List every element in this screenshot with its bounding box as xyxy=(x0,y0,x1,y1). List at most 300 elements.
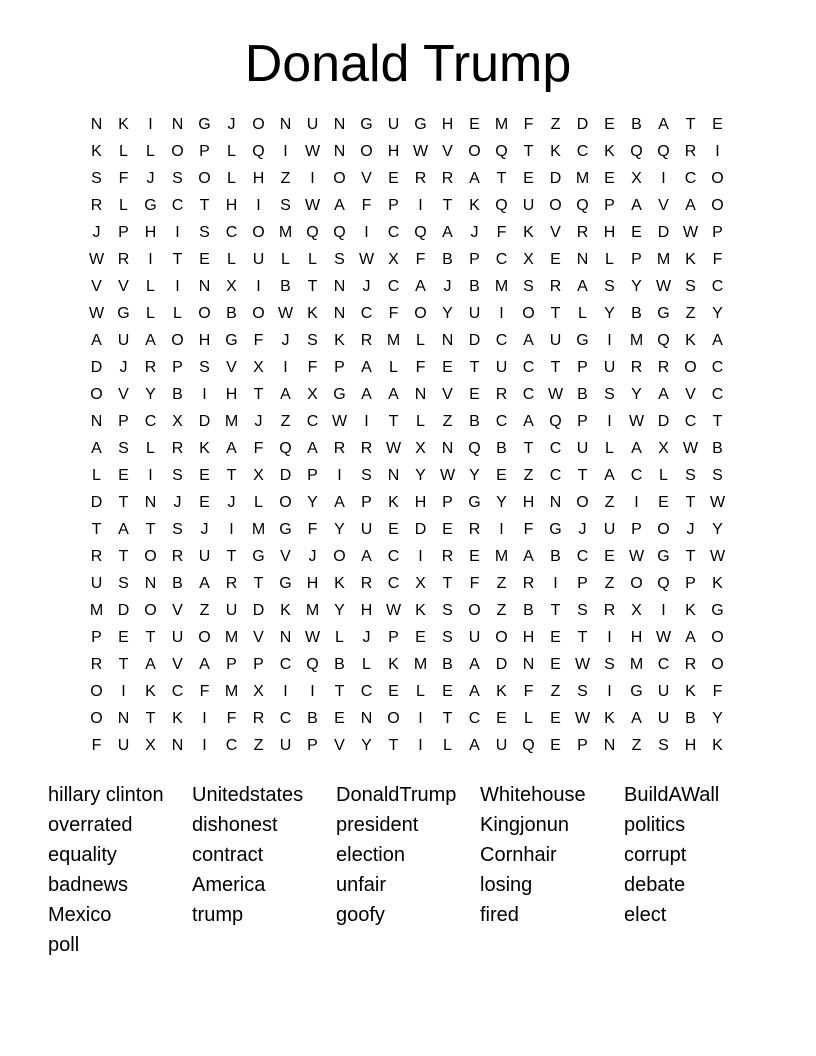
grid-letter: I xyxy=(148,467,153,484)
grid-letter: U xyxy=(468,629,481,646)
grid-letter: J xyxy=(362,629,371,646)
grid-letter: S xyxy=(118,575,129,592)
grid-letter: T xyxy=(550,602,561,619)
grid-letter: B xyxy=(631,116,642,133)
grid-letter: O xyxy=(711,197,724,214)
grid-letter: J xyxy=(443,278,452,295)
grid-letter: E xyxy=(118,467,129,484)
grid-letter: S xyxy=(604,386,615,403)
grid-letter: F xyxy=(415,359,426,376)
grid-letter: C xyxy=(549,467,562,484)
word-list-item: elect xyxy=(624,904,667,926)
grid-letter: A xyxy=(334,494,345,511)
grid-letter: P xyxy=(685,575,696,592)
grid-letter: H xyxy=(198,332,211,349)
grid-letter: E xyxy=(118,629,129,646)
grid-letter: T xyxy=(388,737,399,754)
grid-letter: C xyxy=(684,413,697,430)
grid-letter: E xyxy=(469,386,480,403)
grid-letter: L xyxy=(146,305,155,322)
grid-letter: A xyxy=(469,170,480,187)
grid-letter: W xyxy=(88,305,105,322)
grid-letter: R xyxy=(441,548,454,565)
grid-letter: X xyxy=(631,602,642,619)
grid-letter: J xyxy=(470,224,479,241)
grid-letter: U xyxy=(549,332,562,349)
grid-letter: L xyxy=(578,305,587,322)
grid-letter: V xyxy=(226,359,237,376)
grid-letter: A xyxy=(523,332,534,349)
grid-letter: Q xyxy=(306,656,319,673)
grid-letter: Y xyxy=(496,494,507,511)
grid-letter: H xyxy=(522,629,535,646)
grid-letter: Q xyxy=(522,737,535,754)
grid-letter: O xyxy=(711,629,724,646)
grid-letter: K xyxy=(496,683,507,700)
grid-letter: R xyxy=(522,575,535,592)
grid-letter: S xyxy=(523,278,534,295)
grid-letter: B xyxy=(334,656,345,673)
grid-letter: A xyxy=(388,386,399,403)
grid-letter: X xyxy=(523,251,534,268)
grid-letter: N xyxy=(387,467,400,484)
grid-letter: N xyxy=(603,737,616,754)
grid-letter: X xyxy=(172,413,183,430)
grid-letter: T xyxy=(442,575,453,592)
grid-letter: O xyxy=(684,359,697,376)
grid-letter: I xyxy=(148,251,153,268)
grid-letter: H xyxy=(360,602,373,619)
word-list-item: Kingjonun xyxy=(480,814,569,836)
grid-letter: B xyxy=(307,710,318,727)
grid-letter: M xyxy=(305,602,320,619)
grid-letter: C xyxy=(495,251,508,268)
grid-letter: P xyxy=(226,656,237,673)
grid-letter: Z xyxy=(199,602,210,619)
grid-letter: H xyxy=(144,224,157,241)
grid-letter: G xyxy=(630,683,643,700)
grid-letter: I xyxy=(283,143,288,160)
grid-letter: O xyxy=(90,710,103,727)
grid-letter: X xyxy=(253,683,264,700)
grid-letter: B xyxy=(469,413,480,430)
grid-letter: K xyxy=(91,143,102,160)
grid-letter: N xyxy=(441,332,454,349)
grid-letter: I xyxy=(418,548,423,565)
grid-letter: R xyxy=(684,656,697,673)
grid-letter: K xyxy=(685,683,696,700)
grid-letter: O xyxy=(387,710,400,727)
grid-letter: E xyxy=(199,494,210,511)
grid-letter: L xyxy=(443,737,452,754)
grid-letter: U xyxy=(468,305,481,322)
grid-letter: E xyxy=(523,170,534,187)
grid-letter: O xyxy=(198,629,211,646)
grid-letter: H xyxy=(225,197,238,214)
grid-letter: T xyxy=(523,440,534,457)
grid-letter: Q xyxy=(657,575,670,592)
grid-letter: F xyxy=(307,521,318,538)
grid-letter: B xyxy=(442,656,453,673)
grid-letter: S xyxy=(685,467,696,484)
grid-letter: I xyxy=(364,413,369,430)
grid-letter: G xyxy=(144,197,157,214)
grid-letter: O xyxy=(576,494,589,511)
word-list-item: Unitedstates xyxy=(192,784,304,806)
grid-letter: E xyxy=(550,710,561,727)
grid-letter: P xyxy=(172,359,183,376)
grid-letter: Z xyxy=(442,413,453,430)
grid-letter: V xyxy=(118,278,129,295)
grid-letter: Y xyxy=(604,305,615,322)
grid-letter: Z xyxy=(631,737,642,754)
grid-row xyxy=(83,219,731,246)
grid-letter: Z xyxy=(496,575,507,592)
grid-letter: C xyxy=(711,386,724,403)
grid-letter: X xyxy=(145,737,156,754)
grid-letter: Y xyxy=(334,602,345,619)
grid-letter: J xyxy=(686,521,695,538)
grid-letter: P xyxy=(631,251,642,268)
grid-letter: O xyxy=(360,143,373,160)
grid-letter: C xyxy=(576,143,589,160)
grid-letter: K xyxy=(523,224,534,241)
grid-row xyxy=(83,462,731,489)
grid-letter: F xyxy=(415,251,426,268)
grid-letter: C xyxy=(711,359,724,376)
grid-letter: F xyxy=(523,521,534,538)
grid-letter: M xyxy=(494,548,509,565)
grid-letter: R xyxy=(441,170,454,187)
grid-letter: T xyxy=(307,278,318,295)
grid-letter: J xyxy=(362,278,371,295)
grid-letter: A xyxy=(685,629,696,646)
grid-letter: N xyxy=(171,116,184,133)
grid-letter: P xyxy=(577,737,588,754)
grid-letter: Q xyxy=(306,224,319,241)
grid-letter: T xyxy=(577,467,588,484)
grid-letter: G xyxy=(279,521,292,538)
grid-letter: B xyxy=(523,602,534,619)
grid-letter: A xyxy=(415,278,426,295)
grid-letter: C xyxy=(279,656,292,673)
grid-letter: K xyxy=(172,710,183,727)
grid-letter: F xyxy=(523,116,534,133)
grid-letter: U xyxy=(279,737,292,754)
grid-letter: U xyxy=(387,116,400,133)
grid-row xyxy=(83,111,731,138)
grid-letter: T xyxy=(685,116,696,133)
grid-letter: X xyxy=(307,386,318,403)
grid-letter: Y xyxy=(307,494,318,511)
grid-letter: L xyxy=(308,251,317,268)
grid-letter: I xyxy=(499,305,504,322)
grid-letter: K xyxy=(199,440,210,457)
grid-letter: W xyxy=(628,548,645,565)
grid-letter: S xyxy=(307,332,318,349)
grid-letter: A xyxy=(685,197,696,214)
grid-letter: V xyxy=(253,629,264,646)
grid-letter: E xyxy=(334,710,345,727)
grid-letter: C xyxy=(306,413,319,430)
grid-letter: U xyxy=(252,251,265,268)
grid-letter: Q xyxy=(630,143,643,160)
grid-letter: C xyxy=(495,332,508,349)
grid-letter: O xyxy=(171,143,184,160)
grid-letter: I xyxy=(283,359,288,376)
grid-letter: D xyxy=(252,602,265,619)
grid-letter: Q xyxy=(333,224,346,241)
grid-letter: R xyxy=(468,521,481,538)
grid-letter: W xyxy=(655,629,672,646)
grid-letter: E xyxy=(442,521,453,538)
grid-letter: H xyxy=(252,170,265,187)
grid-letter: W xyxy=(709,548,726,565)
grid-letter: Q xyxy=(414,224,427,241)
grid-letter: S xyxy=(172,170,183,187)
grid-letter: K xyxy=(712,737,723,754)
grid-letter: N xyxy=(90,116,103,133)
grid-letter: E xyxy=(604,548,615,565)
grid-row xyxy=(83,192,731,219)
grid-letter: I xyxy=(148,116,153,133)
grid-letter: T xyxy=(172,251,183,268)
grid-letter: P xyxy=(253,656,264,673)
grid-letter: W xyxy=(709,494,726,511)
grid-letter: G xyxy=(711,602,724,619)
word-list-item: president xyxy=(336,814,419,836)
grid-letter: K xyxy=(604,710,615,727)
grid-letter: O xyxy=(90,386,103,403)
grid-letter: B xyxy=(280,278,291,295)
grid-letter: R xyxy=(576,224,589,241)
grid-letter: E xyxy=(442,359,453,376)
word-list-item: corrupt xyxy=(624,844,687,866)
grid-letter: P xyxy=(307,737,318,754)
grid-letter: K xyxy=(415,602,426,619)
word-list-item: unfair xyxy=(336,874,387,896)
grid-letter: M xyxy=(656,251,671,268)
grid-letter: K xyxy=(307,305,318,322)
grid-letter: I xyxy=(607,332,612,349)
grid-letter: N xyxy=(117,710,130,727)
grid-letter: A xyxy=(523,413,534,430)
grid-letter: E xyxy=(712,116,723,133)
grid-letter: G xyxy=(117,305,130,322)
grid-letter: M xyxy=(278,224,293,241)
word-list xyxy=(48,780,768,960)
grid-letter: N xyxy=(144,494,157,511)
grid-letter: J xyxy=(173,494,182,511)
grid-letter: F xyxy=(469,575,480,592)
grid-letter: N xyxy=(279,629,292,646)
grid-letter: B xyxy=(496,440,507,457)
grid-letter: L xyxy=(659,467,668,484)
grid-letter: E xyxy=(388,521,399,538)
grid-letter: R xyxy=(90,197,103,214)
grid-letter: T xyxy=(577,629,588,646)
grid-letter: R xyxy=(360,440,373,457)
grid-letter: T xyxy=(388,413,399,430)
grid-letter: E xyxy=(550,629,561,646)
grid-row xyxy=(83,300,731,327)
grid-letter: A xyxy=(145,332,156,349)
grid-letter: Y xyxy=(631,278,642,295)
grid-letter: E xyxy=(415,629,426,646)
grid-letter: O xyxy=(279,494,292,511)
grid-letter: O xyxy=(252,116,265,133)
grid-letter: O xyxy=(495,629,508,646)
grid-letter: I xyxy=(364,224,369,241)
grid-letter: P xyxy=(577,575,588,592)
grid-letter: Y xyxy=(145,386,156,403)
grid-letter: F xyxy=(199,683,210,700)
grid-letter: G xyxy=(360,116,373,133)
grid-letter: E xyxy=(388,170,399,187)
grid-letter: D xyxy=(414,521,427,538)
word-list-item: equality xyxy=(48,844,117,866)
grid-letter: C xyxy=(684,170,697,187)
grid-letter: R xyxy=(603,602,616,619)
grid-letter: U xyxy=(117,737,130,754)
grid-letter: H xyxy=(684,737,697,754)
grid-letter: L xyxy=(389,359,398,376)
word-list-item: hillary clinton xyxy=(48,784,164,806)
grid-letter: S xyxy=(442,602,453,619)
grid-letter: M xyxy=(494,278,509,295)
grid-letter: E xyxy=(550,737,561,754)
grid-letter: E xyxy=(199,467,210,484)
word-list-item: debate xyxy=(624,874,686,896)
grid-letter: E xyxy=(199,251,210,268)
grid-letter: A xyxy=(361,386,372,403)
grid-letter: R xyxy=(90,548,103,565)
grid-letter: F xyxy=(388,305,399,322)
grid-letter: Q xyxy=(657,332,670,349)
grid-letter: A xyxy=(361,548,372,565)
grid-letter: W xyxy=(655,278,672,295)
grid-row xyxy=(83,570,731,597)
grid-letter: I xyxy=(256,278,261,295)
grid-letter: X xyxy=(226,278,237,295)
word-list-item: dishonest xyxy=(192,814,278,836)
grid-letter: K xyxy=(334,332,345,349)
grid-letter: A xyxy=(577,278,588,295)
grid-letter: H xyxy=(522,494,535,511)
grid-letter: S xyxy=(172,521,183,538)
grid-letter: L xyxy=(227,251,236,268)
grid-letter: C xyxy=(360,683,373,700)
grid-letter: C xyxy=(171,683,184,700)
grid-letter: S xyxy=(712,467,723,484)
grid-letter: Y xyxy=(442,305,453,322)
grid-letter: L xyxy=(416,413,425,430)
grid-letter: L xyxy=(146,440,155,457)
grid-letter: S xyxy=(280,197,291,214)
grid-letter: D xyxy=(495,656,508,673)
grid-letter: F xyxy=(253,332,264,349)
grid-letter: I xyxy=(310,170,315,187)
grid-letter: T xyxy=(442,197,453,214)
grid-letter: W xyxy=(88,251,105,268)
grid-letter: P xyxy=(577,413,588,430)
grid-letter: L xyxy=(227,143,236,160)
grid-letter: L xyxy=(119,143,128,160)
grid-letter: M xyxy=(575,170,590,187)
grid-letter: T xyxy=(145,629,156,646)
grid-letter: Z xyxy=(604,575,615,592)
grid-letter: V xyxy=(280,548,291,565)
word-list-item: losing xyxy=(480,874,533,896)
grid-letter: S xyxy=(442,629,453,646)
grid-letter: I xyxy=(607,629,612,646)
grid-letter: M xyxy=(413,656,428,673)
grid-letter: L xyxy=(146,143,155,160)
grid-letter: Q xyxy=(549,413,562,430)
word-list-item: BuildAWall xyxy=(624,784,720,806)
grid-letter: V xyxy=(91,278,102,295)
word-list-item: America xyxy=(192,874,266,896)
grid-letter: K xyxy=(550,143,561,160)
grid-letter: G xyxy=(414,116,427,133)
grid-row xyxy=(83,246,731,273)
word-list-item: politics xyxy=(624,814,686,836)
grid-letter: P xyxy=(469,251,480,268)
grid-letter: I xyxy=(634,494,639,511)
grid-letter: I xyxy=(607,413,612,430)
grid-letter: P xyxy=(307,467,318,484)
grid-letter: A xyxy=(199,575,210,592)
grid-letter: X xyxy=(253,359,264,376)
grid-letter: J xyxy=(281,332,290,349)
grid-row xyxy=(83,354,731,381)
grid-letter: K xyxy=(685,332,696,349)
grid-letter: C xyxy=(387,224,400,241)
grid-letter: J xyxy=(119,359,128,376)
grid-letter: B xyxy=(577,386,588,403)
grid-letter: C xyxy=(387,575,400,592)
grid-letter: G xyxy=(333,386,346,403)
grid-letter: L xyxy=(362,656,371,673)
grid-letter: R xyxy=(657,359,670,376)
grid-letter: Q xyxy=(279,440,292,457)
grid-letter: M xyxy=(224,413,239,430)
grid-letter: I xyxy=(175,224,180,241)
grid-letter: W xyxy=(682,224,699,241)
grid-letter: N xyxy=(360,710,373,727)
grid-letter: W xyxy=(331,413,348,430)
grid-letter: L xyxy=(416,683,425,700)
grid-letter: R xyxy=(549,278,562,295)
grid-letter: L xyxy=(173,305,182,322)
grid-letter: P xyxy=(118,224,129,241)
grid-letter: R xyxy=(360,575,373,592)
grid-letter: C xyxy=(360,305,373,322)
grid-letter: A xyxy=(91,440,102,457)
grid-letter: N xyxy=(441,440,454,457)
grid-letter: E xyxy=(388,683,399,700)
grid-letter: C xyxy=(144,413,157,430)
grid-letter: O xyxy=(711,656,724,673)
word-list-item: Cornhair xyxy=(480,844,557,866)
grid-letter: O xyxy=(333,548,346,565)
word-list-item: poll xyxy=(48,934,80,956)
grid-letter: I xyxy=(499,521,504,538)
grid-letter: V xyxy=(685,386,696,403)
grid-letter: D xyxy=(657,224,670,241)
grid-letter: O xyxy=(90,683,103,700)
grid-letter: I xyxy=(418,710,423,727)
